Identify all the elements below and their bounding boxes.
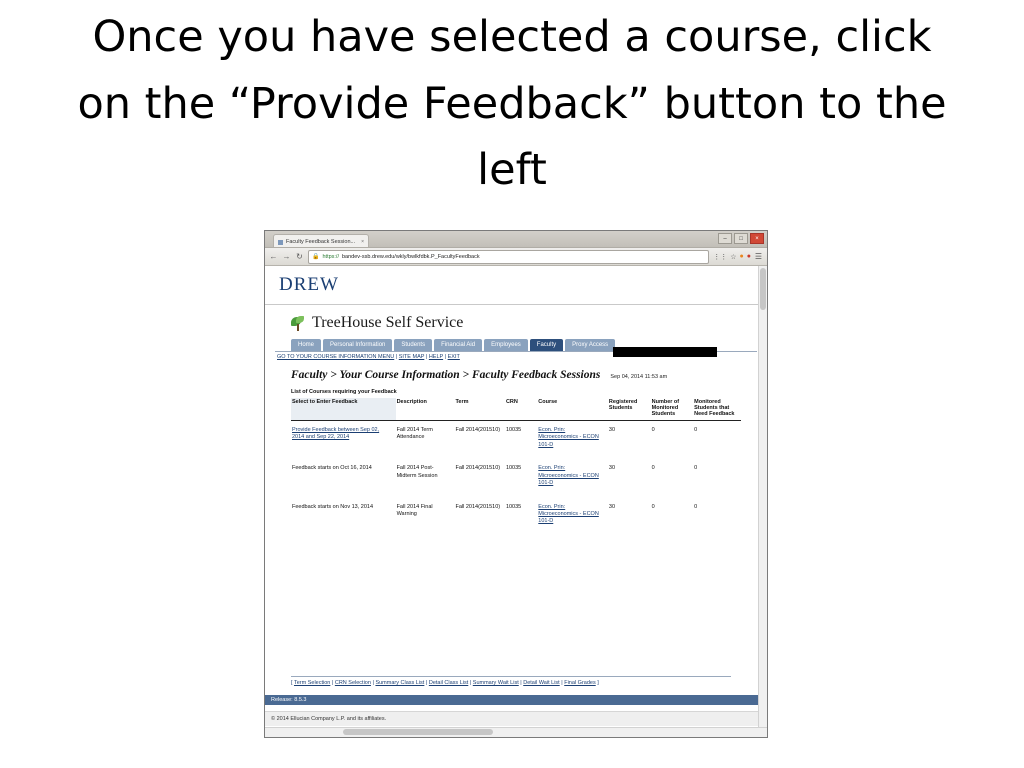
nav-tab-personal-information[interactable]: Personal Information xyxy=(323,339,392,351)
footer-link-term-selection[interactable]: Term Selection xyxy=(293,680,331,686)
browser-toolbar xyxy=(265,248,767,266)
cell-monitored: 0 xyxy=(651,503,655,510)
cell-registered: 30 xyxy=(608,503,616,510)
column-header-description: Description xyxy=(396,398,455,421)
cell-term: Fall 2014(201510) xyxy=(455,465,501,472)
lock-icon: 🔒 xyxy=(312,254,320,260)
back-icon[interactable]: ← xyxy=(269,251,278,261)
cell-term: Fall 2014(201510) xyxy=(455,427,501,433)
browser-titlebar xyxy=(265,231,767,248)
cell-monitored: 0 xyxy=(651,465,655,472)
timestamp: Sep 04, 2014 11:53 am xyxy=(610,374,668,380)
nav-tab-employees[interactable]: Employees xyxy=(484,339,528,351)
bookmark-star-icon[interactable]: ☆ xyxy=(730,253,737,261)
cell-monitored: 0 xyxy=(651,427,655,433)
cell-course xyxy=(537,459,608,497)
extension-icon[interactable]: ● xyxy=(739,253,744,260)
link-help[interactable]: HELP xyxy=(428,354,444,360)
provide-feedback-link[interactable]: Provide Feedback between Sep 02, 2014 and Sep 22, 2014 xyxy=(292,427,380,441)
menu-icon[interactable]: ☰ xyxy=(754,251,763,261)
course-link[interactable]: Econ. Prin: Microeconomics - ECON 101-D xyxy=(538,427,599,448)
nav-tab-home[interactable]: Home xyxy=(291,339,321,351)
breadcrumb: Faculty > Your Course Information > Faculty Feedback Sessions xyxy=(291,369,601,381)
footer-link-detail-wait-list[interactable]: Detail Wait List xyxy=(523,680,560,686)
cell-description: Fall 2014 Term Attendance xyxy=(396,427,433,441)
table-header-row xyxy=(291,398,741,421)
browser-tab[interactable] xyxy=(273,234,369,247)
drew-logo: DREW xyxy=(279,274,339,295)
column-header-monitored-students: Number of Monitored Students xyxy=(651,398,694,421)
link-site-map[interactable]: SITE MAP xyxy=(398,354,425,360)
link-course-information-menu[interactable]: GO TO YOUR COURSE INFORMATION MENU xyxy=(277,354,395,360)
nav-tab-faculty[interactable]: Faculty xyxy=(530,339,563,351)
table-row xyxy=(291,459,741,497)
site-header xyxy=(265,266,767,305)
cell-registered: 30 xyxy=(608,427,616,433)
footer-link-summary-wait-list[interactable]: Summary Wait List xyxy=(472,680,519,686)
browser-window xyxy=(264,230,768,738)
notification-icon[interactable]: ● xyxy=(746,253,751,260)
table-row xyxy=(291,498,741,536)
column-header-need-feedback: Monitored Students that Need Feedback xyxy=(693,398,741,421)
footer-link-crn-selection[interactable]: CRN Selection xyxy=(334,680,371,686)
vertical-scrollbar[interactable] xyxy=(758,266,767,738)
cell-crn: 10035 xyxy=(505,465,522,472)
tab-favicon-icon xyxy=(278,240,283,245)
redaction-bar xyxy=(613,347,717,357)
url-scheme: https:// xyxy=(322,253,339,260)
nav-tab-proxy-access[interactable]: Proxy Access xyxy=(565,339,615,351)
cell-select-feedback xyxy=(291,421,396,460)
cell-course xyxy=(537,421,608,460)
tab-close-icon[interactable]: × xyxy=(361,239,364,245)
split-icon[interactable]: ⋮⋮ xyxy=(713,253,728,261)
column-header-course: Course xyxy=(537,398,608,421)
reload-icon[interactable]: ↻ xyxy=(296,251,303,261)
utility-links-row: GO TO YOUR COURSE INFORMATION MENU | SITE MAP | HELP | EXIT xyxy=(275,351,757,362)
breadcrumb-row xyxy=(265,362,767,383)
column-header-crn: CRN xyxy=(505,398,537,421)
nav-tab-students[interactable]: Students xyxy=(394,339,432,351)
release-bar: Release: 8.5.3 xyxy=(265,695,767,705)
cell-term: Fall 2014(201510) xyxy=(455,503,501,510)
table-row xyxy=(291,421,741,460)
cell-crn: 10035 xyxy=(505,427,522,433)
minimize-button[interactable]: – xyxy=(718,233,732,244)
vertical-scrollbar-thumb[interactable] xyxy=(760,268,766,310)
cell-need-feedback: 0 xyxy=(694,465,698,472)
cell-select-feedback: Feedback starts on Oct 16, 2014 xyxy=(292,465,372,472)
column-header-select: Select to Enter Feedback xyxy=(291,398,396,421)
column-header-term: Term xyxy=(454,398,504,421)
close-button[interactable]: × xyxy=(750,233,764,244)
footer-link-final-grades[interactable]: Final Grades xyxy=(564,680,596,686)
course-link[interactable]: Econ. Prin: Microeconomics - ECON 101-D xyxy=(538,503,599,525)
maximize-button[interactable]: □ xyxy=(734,233,748,244)
cell-registered: 30 xyxy=(608,465,616,472)
forward-icon[interactable]: → xyxy=(282,251,291,261)
service-title-bar xyxy=(265,305,767,336)
footer-link-detail-class-list[interactable]: Detail Class List xyxy=(428,680,469,686)
url-text: bandev-ssb.drew.edu/wkly/bwlkfdbk.P_FacultyFeedback xyxy=(342,253,480,260)
feedback-sessions-table xyxy=(291,398,741,536)
cell-description: Fall 2014 Post-Midterm Session xyxy=(396,465,438,479)
window-controls xyxy=(718,233,764,244)
column-header-registered-students: Registered Students xyxy=(608,398,651,421)
copyright-text: © 2014 Ellucian Company L.P. and its affiliates. xyxy=(265,711,767,726)
cell-crn: 10035 xyxy=(505,503,522,510)
horizontal-scrollbar-thumb[interactable] xyxy=(343,729,493,735)
cell-description: Fall 2014 Final Warning xyxy=(396,503,433,517)
cell-need-feedback: 0 xyxy=(694,427,698,433)
address-bar[interactable] xyxy=(308,250,709,264)
page-viewport xyxy=(265,266,767,738)
slide-title: Once you have selected a course, click on the “Provide Feedback” button to the left xyxy=(77,12,947,196)
cell-need-feedback: 0 xyxy=(694,503,698,510)
footer-link-summary-class-list[interactable]: Summary Class List xyxy=(375,680,425,686)
footer-links: [ Term Selection | CRN Selection | Summary Class List | Detail Class List | Summary Wait List | Detail Wait List | Final Grades ] xyxy=(291,676,731,686)
list-caption: List of Courses requiring your Feedback xyxy=(291,389,397,395)
service-title: TreeHouse Self Service xyxy=(312,314,464,331)
link-exit[interactable]: EXIT xyxy=(447,354,460,360)
tab-title: Faculty Feedback Session... xyxy=(286,239,356,245)
course-link[interactable]: Econ. Prin: Microeconomics - ECON 101-D xyxy=(538,465,599,487)
nav-tab-financial-aid[interactable]: Financial Aid xyxy=(434,339,482,351)
cell-course xyxy=(537,498,608,536)
cell-select-feedback: Feedback starts on Nov 13, 2014 xyxy=(292,503,374,510)
horizontal-scrollbar[interactable] xyxy=(265,727,767,737)
toolbar-actions xyxy=(713,253,763,261)
page-content xyxy=(265,266,767,738)
treehouse-icon xyxy=(291,316,306,331)
